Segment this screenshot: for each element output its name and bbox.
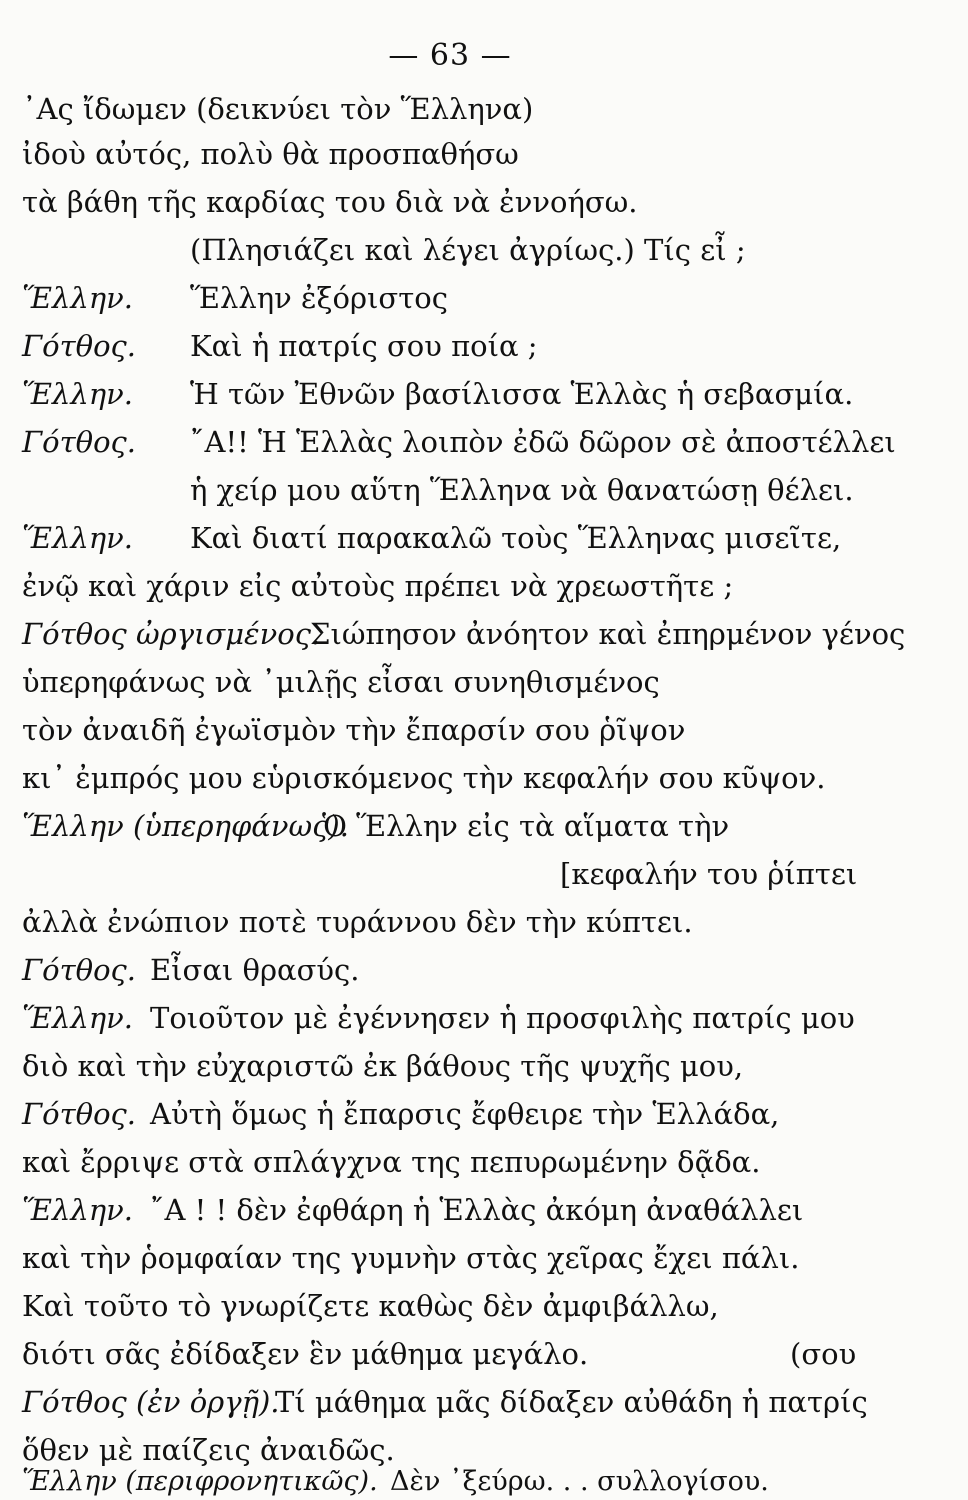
verse-line: Τοιοῦτον μὲ ἐγέννησεν ἡ προσφιλὴς πατρίς μου bbox=[150, 1001, 855, 1035]
verse-line: τὰ βάθη τῆς καρδίας του διὰ νὰ ἐννοήσω. bbox=[22, 185, 638, 219]
verse-line: καὶ τὴν ῥομφαίαν της γυμνὴν στὰς χεῖρας ἔχει πάλι. bbox=[22, 1241, 800, 1275]
verse-line: Καὶ ἡ πατρίς σου ποία ; bbox=[190, 329, 538, 363]
speaker-label: Γότθος. bbox=[22, 329, 137, 363]
verse-line: ῎Α ! ! δὲν ἐφθάρη ἡ Ἑλλὰς ἀκόμη ἀναθάλλει bbox=[150, 1193, 804, 1227]
verse-line: Καὶ τοῦτο τὸ γνωρίζετε καθὼς δὲν ἀμφιβάλλω, bbox=[22, 1289, 719, 1323]
verse-line: διότι σᾶς ἐδίδαξεν ἓν μάθημα μεγάλο. bbox=[22, 1337, 589, 1371]
verse-line: ἰδοὺ αὐτός, πολὺ θὰ προσπαθήσω bbox=[22, 137, 519, 171]
verse-line: ὅθεν μὲ παίζεις ἀναιδῶς. bbox=[22, 1433, 395, 1467]
verse-line: ὑπερηφάνως νὰ ᾿μιλῇς εἶσαι συνηθισμένος bbox=[22, 665, 660, 699]
verse-line: κι᾿ ἐμπρός μου εὑρισκόμενος τὴν κεφαλήν σου κῦψον. bbox=[22, 761, 826, 795]
speaker-label: Ἕλλην. bbox=[22, 281, 133, 315]
stage-direction: (Πλησιάζει καὶ λέγει ἀγρίως.) Τίς εἶ ; bbox=[190, 233, 746, 267]
verse-line: καὶ ἔρριψε στὰ σπλάγχνα της πεπυρωμένην δᾷδα. bbox=[22, 1145, 761, 1179]
verse-line: [κεφαλήν του ῥίπτει bbox=[560, 857, 858, 891]
verse-line: Καὶ διατί παρακαλῶ τοὺς Ἕλληνας μισεῖτε, bbox=[190, 521, 842, 555]
verse-line: Ἕλλην ἐξόριστος bbox=[190, 281, 448, 315]
speaker-label: Ἕλλην. bbox=[22, 521, 133, 555]
speaker-label: Γότθος (ἐν ὀργῇ). bbox=[22, 1385, 280, 1419]
verse-line: τὸν ἀναιδῆ ἐγωϊσμὸν τὴν ἔπαρσίν σου ῥῖψον bbox=[22, 713, 686, 747]
verse-line: ῎Α!! Ἡ Ἑλλὰς λοιπὸν ἐδῶ δῶρον σὲ ἀποστέλλει bbox=[190, 425, 896, 459]
verse-line: Ὁ Ἕλλην εἰς τὰ αἵματα τὴν bbox=[322, 809, 730, 843]
speaker-label: Γότθος. bbox=[22, 953, 137, 987]
page-number: — 63 — bbox=[388, 38, 512, 73]
verse-line: ἡ χείρ μου αὕτη Ἕλληνα νὰ θανατώσῃ θέλει. bbox=[190, 473, 854, 507]
verse-line: Δὲν ᾿ξεύρω. . . συλλογίσου. bbox=[390, 1466, 769, 1497]
speaker-label: Γότθος ὠργισμένος. bbox=[22, 617, 321, 651]
speaker-label: Ἕλλην. bbox=[22, 1001, 133, 1035]
verse-line: Εἶσαι θρασύς. bbox=[150, 953, 360, 987]
speaker-label: Γότθος. bbox=[22, 425, 137, 459]
verse-line: διὸ καὶ τὴν εὐχαριστῶ ἐκ βάθους τῆς ψυχῆς μου, bbox=[22, 1049, 744, 1083]
verse-line: Ἡ τῶν Ἐθνῶν βασίλισσα Ἑλλὰς ἡ σεβασμία. bbox=[190, 377, 854, 411]
speaker-label: Ἕλλην. bbox=[22, 377, 133, 411]
line-continuation: (σου bbox=[790, 1337, 857, 1371]
speaker-label: Γότθος. bbox=[22, 1097, 137, 1131]
verse-line: Σιώπησον ἀνόητον καὶ ἐπηρμένον γένος bbox=[310, 617, 906, 651]
verse-line: Αὐτὴ ὅμως ἡ ἔπαρσις ἔφθειρε τὴν Ἑλλάδα, bbox=[150, 1097, 780, 1131]
speaker-label: Ἕλλην. bbox=[22, 1193, 133, 1227]
verse-line: ἀλλὰ ἐνώπιον ποτὲ τυράννου δὲν τὴν κύπτει. bbox=[22, 905, 693, 939]
verse-line: ᾿Ας ἴδωμεν (δεικνύει τὸν Ἕλληνα) bbox=[22, 92, 534, 126]
speaker-label: Ἕλλην (ὑπερηφάνως). bbox=[22, 809, 349, 843]
verse-line: Τί μάθημα μᾶς δίδαξεν αὐθάδη ἡ πατρίς bbox=[275, 1385, 868, 1419]
verse-line: ἐνῷ καὶ χάριν εἰς αὐτοὺς πρέπει νὰ χρεωστῆτε ; bbox=[22, 569, 734, 603]
speaker-label: Ἕλλην (περιφρονητικῶς). bbox=[22, 1466, 378, 1497]
